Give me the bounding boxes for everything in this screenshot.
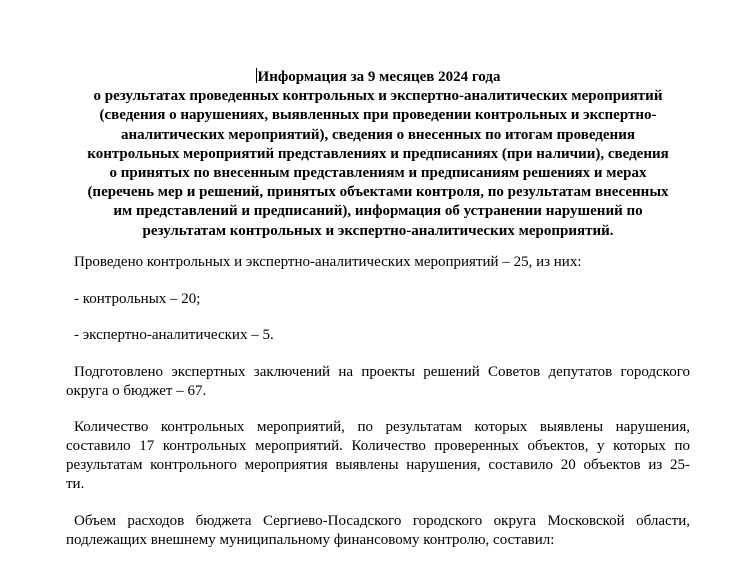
title-line-text: Информация за 9 месяцев 2024 года xyxy=(257,69,501,85)
paragraph-line: округа о бюджет – 67. xyxy=(66,383,207,399)
paragraph-expert-conclusions xyxy=(66,363,690,401)
paragraph-expert-count xyxy=(74,326,698,345)
paragraph-line: Объем расходов бюджета Сергиево-Посадского городского округа Московской области, xyxy=(74,513,690,529)
title-line: контрольных мероприятий представлениях и предписаниях (при наличии), сведения xyxy=(87,145,669,162)
title-line: о принятых по внесенным представлениям и предписаниям решениях и мерах xyxy=(109,165,647,182)
title-line: (сведения о нарушениях, выявленных при проведении контрольных и экспертно- xyxy=(99,107,657,124)
text-cursor xyxy=(256,68,257,83)
title-line: результатам контрольных и экспертно-аналитических мероприятий. xyxy=(142,222,614,239)
paragraph-line: Подготовлено экспертных заключений на проекты решений Советов депутатов городского xyxy=(74,364,690,380)
paragraph-line: результатам контрольного мероприятия выявлены нарушения, составило 20 объектов из 25- xyxy=(66,457,690,473)
paragraph-line: подлежащих внешнему муниципальному финансовому контролю, составил: xyxy=(66,532,555,548)
title-line: аналитических мероприятий), сведения о внесенных по итогам проведения xyxy=(121,126,635,143)
paragraph-budget-volume xyxy=(66,512,690,550)
title-line: о результатах проведенных контрольных и экспертно-аналитических мероприятий xyxy=(93,88,663,105)
paragraph-line: Проведено контрольных и экспертно-аналитических мероприятий – 25, из них: xyxy=(74,254,582,270)
title-line: (перечень мер и решений, принятых объектами контроля, по результатам внесенных xyxy=(87,184,669,201)
paragraph-control-count xyxy=(74,290,698,309)
paragraph-violations xyxy=(66,418,690,494)
paragraph-line: - контрольных – 20; xyxy=(74,291,201,307)
paragraph-line: ти. xyxy=(66,476,85,492)
paragraph-line: составило 17 контрольных мероприятий. Количество проверенных объектов, у которых по xyxy=(66,438,690,454)
paragraph-total-events xyxy=(74,253,698,272)
title-line xyxy=(60,68,696,87)
paragraph-line: Количество контрольных мероприятий, по результатам которых выявлены нарушения, xyxy=(74,419,690,435)
paragraph-line: - экспертно-аналитических – 5. xyxy=(74,327,274,343)
document-title xyxy=(60,68,696,241)
title-line: им представлений и предписаний), информация об устранении нарушений по xyxy=(113,203,643,220)
